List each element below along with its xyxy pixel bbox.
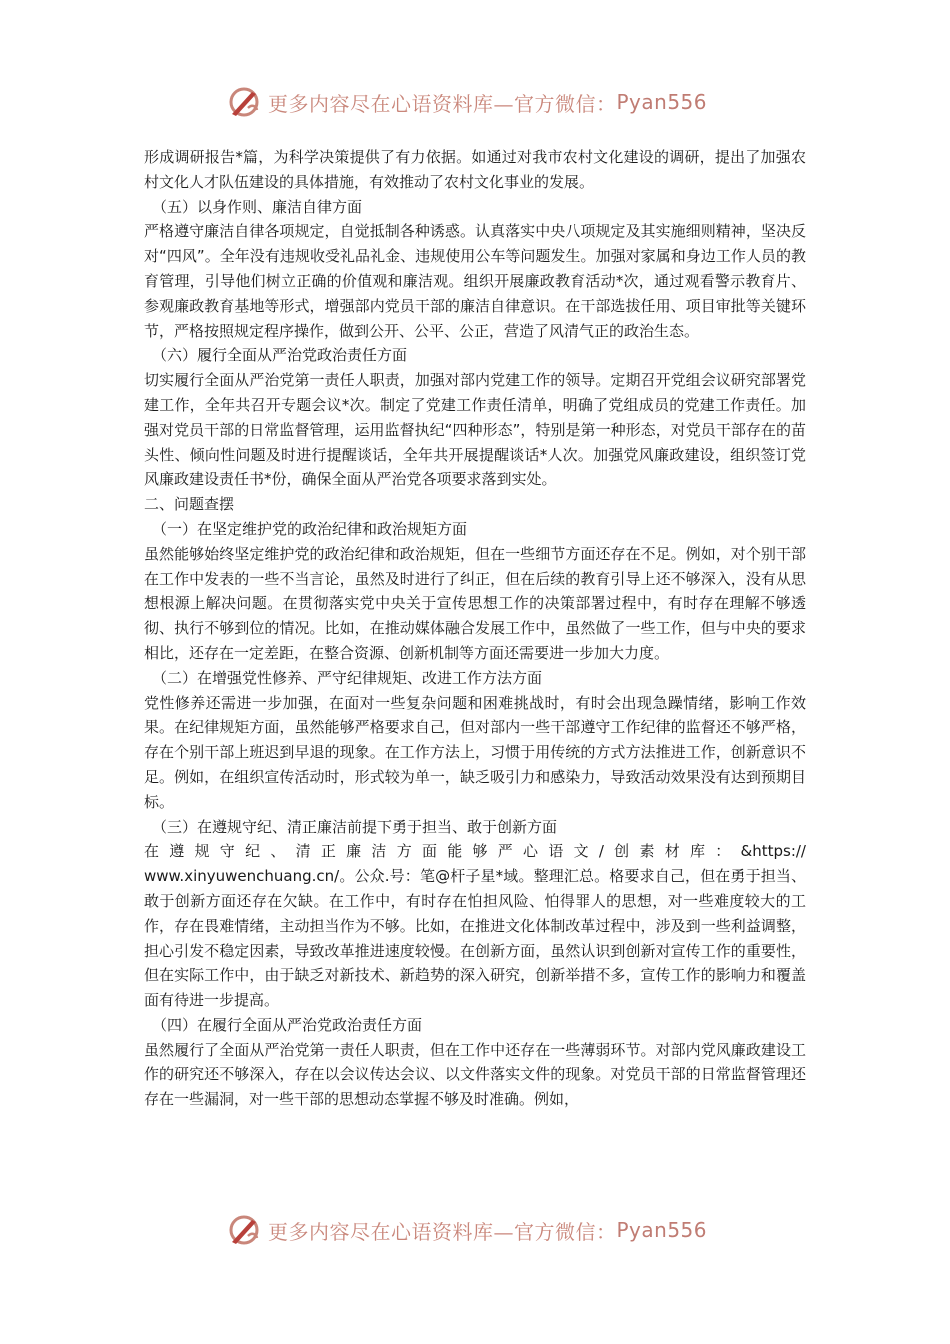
banner-text: 更多内容尽在心语资料库—官方微信： [268,91,617,116]
paragraph-4: 虽然能够始终坚定维护党的政治纪律和政治规矩，但在一些细节方面还存在不足。例如，对个别干部在工作中发表的一些不当言论，虽然及时进行了纠正，但在后续的教育引导上还不够深入，没有从思想根源上解决问题。在贯彻落实党中央关于宣传思想工作的决策部署过程中，有时存在理解不够透彻、执行不够到位的情况。比如，在推动媒体融合发展工作中，虽然做了一些工作，但与中央的要求相比，还存在一定差距，在整合资源、创新机制等方面还需要进一步加大力度。 [144,544,806,662]
section-heading-5: （五）以身作则、廉洁自律方面 [152,197,363,216]
subsection-heading-4: （四）在履行全面从严治党政治责任方面 [152,1015,423,1034]
section-heading-6: （六）履行全面从严治党政治责任方面 [152,346,408,365]
paragraph-6-first-line: 在遵规守纪、清正廉洁方面能够严心语文/创素材库：&https:// [144,842,806,861]
brush-logo-icon [226,84,262,120]
paragraph-1: 形成调研报告*篇，为科学决策提供了有力依据。如通过对我市农村文化建设的调研，提出了加强农村文化人才队伍建设的具体措施，有效推动了农村文化事业的发展。 [144,148,806,191]
banner-text: 更多内容尽在心语资料库—官方微信： [268,1219,617,1244]
brush-logo-icon [226,1212,262,1248]
paragraph-5: 党性修养还需进一步加强，在面对一些复杂问题和困难挑战时，有时会出现急躁情绪，影响工作效果。在纪律规矩方面，虽然能够严格要求自己，但对部内一些干部遵守工作纪律的监督还不够严格，存在个别干部上班迟到早退的现象。在工作方法上，习惯于用传统的方式方法推进工作，创新意识不足。例如，在组织宣传活动时，形式较为单一，缺乏吸引力和感染力，导致活动效果没有达到预期目标。 [144,693,806,811]
banner-wechat-id: Pyan556 [616,90,708,114]
paragraph-3: 切实履行全面从严治党第一责任人职责，加强对部内党建工作的领导。定期召开党组会议研究部署党建工作，全年共召开专题会议*次。制定了党建工作责任清单，明确了党组成员的党建工作责任。加强对党员干部的日常监督管理，运用监督执纪“四种形态”，特别是第一种形态，对党员干部存在的苗头性、倾向性问题及时进行提醒谈话，全年共开展提醒谈话*人次。加强党风廉政建设，组织签订党风廉政建设责任书*份，确保全面从严治党各项要求落到实处。 [144,371,806,489]
subsection-heading-2: （二）在增强党性修养、严守纪律规矩、改进工作方法方面 [152,668,543,687]
paragraph-6: www.xinyuwenchuang.cn/。公众.号：笔@杆子星*域。整理汇总。格要求自己，但在勇于担当、敢于创新方面还存在欠缺。在工作中，有时存在怕担风险、怕得罪人的思想，对一些难度较大的工作，存在畏难情绪，主动担当作为不够。比如，在推进文化体制改革过程中，涉及到一些利益调整，担心引发不稳定因素，导致改革推进速度较慢。在创新方面，虽然认识到创新对宣传工作的重要性，但在实际工作中，由于缺乏对新技术、新趋势的深入研究，创新举措不多，宣传工作的影响力和覆盖面有待进一步提高。 [144,867,806,1010]
paragraph-7: 虽然履行了全面从严治党第一责任人职责，但在工作中还存在一些薄弱环节。对部内党风廉政建设工作的研究还不够深入，存在以会议传达会议、以文件落实文件的现象。对党员干部的日常监督管理还存在一些漏洞，对一些干部的思想动态掌握不够及时准确。例如， [144,1040,806,1109]
subsection-heading-3: （三）在遵规守纪、清正廉洁前提下勇于担当、敢于创新方面 [152,817,558,836]
document-body [144,145,806,1112]
chapter-heading-2: 二、问题查摆 [144,495,235,514]
header-watermark-banner [0,80,950,124]
paragraph-2: 严格遵守廉洁自律各项规定，自觉抵制各种诱惑。认真落实中央八项规定及其实施细则精神，坚决反对“四风”。全年没有违规收受礼品礼金、违规使用公车等问题发生。加强对家属和身边工作人员的教育管理，引导他们树立正确的价值观和廉洁观。组织开展廉政教育活动*次，通过观看警示教育片、参观廉政教育基地等形式，增强部内党员干部的廉洁自律意识。在干部选拔任用、项目审批等关键环节，严格按照规定程序操作，做到公开、公平、公正，营造了风清气正的政治生态。 [144,222,806,340]
subsection-heading-1: （一）在坚定维护党的政治纪律和政治规矩方面 [152,519,468,538]
footer-watermark-banner [0,1208,950,1252]
banner-wechat-id: Pyan556 [616,1218,708,1242]
